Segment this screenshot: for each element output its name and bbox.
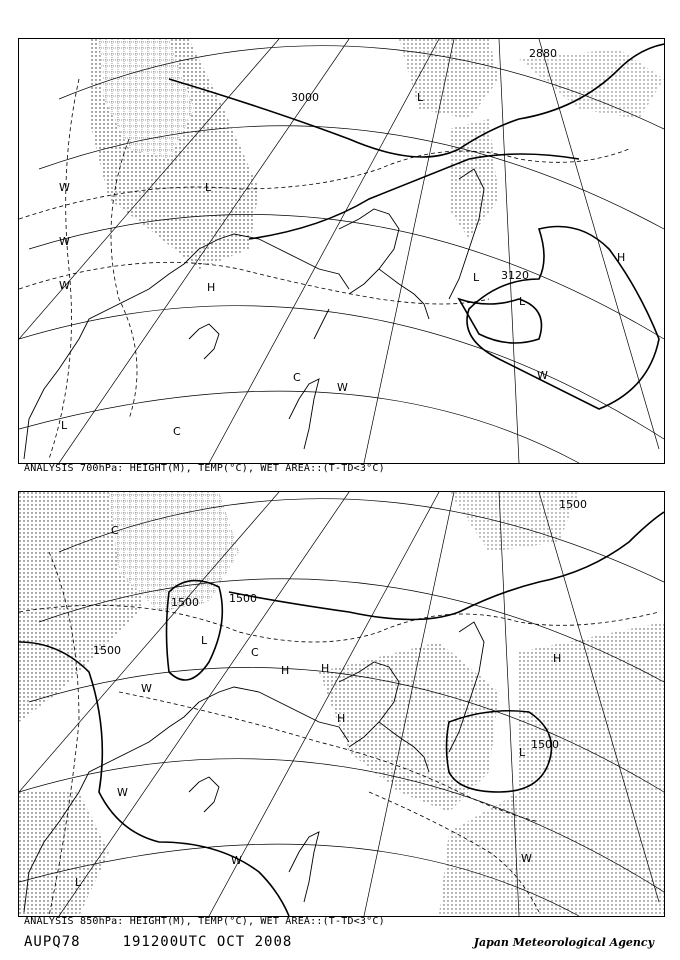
contour-label: 2880	[529, 47, 557, 60]
wet-area	[449, 119, 499, 239]
pressure-center: C	[173, 425, 181, 438]
wet-area	[319, 642, 499, 812]
pressure-center: L	[417, 91, 424, 104]
pressure-center: L	[473, 271, 480, 284]
contour-label: 3000	[291, 91, 319, 104]
pressure-center: W	[59, 235, 70, 248]
pressure-center: W	[59, 181, 70, 194]
agency-name: Japan Meteorological Agency	[473, 936, 654, 949]
pressure-center: C	[293, 371, 301, 384]
pressure-center: H	[321, 662, 330, 675]
contour-label: 1500	[229, 592, 257, 605]
pressure-center: H	[281, 664, 290, 677]
pressure-center: C	[251, 646, 259, 659]
contour-label: 3120	[501, 269, 529, 282]
pressure-center: W	[337, 381, 348, 394]
pressure-center: H	[553, 652, 562, 665]
chart-850hpa	[18, 491, 665, 917]
contour-label: 1500	[559, 498, 587, 511]
chart-700hpa-caption: ANALYSIS 700hPa: HEIGHT(M), TEMP(°C), WET AREA::(T-TD<3°C)	[24, 463, 385, 474]
pressure-center: W	[521, 852, 532, 865]
pressure-center: H	[617, 251, 626, 264]
chart-700hpa	[18, 38, 665, 464]
pressure-center: L	[519, 746, 526, 759]
pressure-center: W	[117, 786, 128, 799]
analysis-datetime: 191200UTC OCT 2008	[122, 934, 293, 950]
pressure-center: H	[337, 712, 346, 725]
pressure-center: L	[61, 419, 68, 432]
product-header	[24, 934, 334, 950]
wet-area	[399, 39, 499, 119]
chart-850hpa-map	[19, 492, 664, 916]
contour-label: 1500	[171, 596, 199, 609]
contour-label: 1500	[531, 738, 559, 751]
chart-850hpa-caption: ANALYSIS 850hPa: HEIGHT(M), TEMP(°C), WET AREA::(T-TD<3°C)	[24, 916, 385, 927]
contour-label: 1500	[93, 644, 121, 657]
pressure-center: L	[205, 181, 212, 194]
pressure-center: L	[519, 295, 526, 308]
pressure-center: W	[537, 369, 548, 382]
product-code: AUPQ78	[24, 934, 81, 950]
pressure-center: C	[111, 524, 119, 537]
pressure-center: W	[141, 682, 152, 695]
pressure-center: W	[59, 279, 70, 292]
chart-700hpa-map	[19, 39, 664, 463]
wet-area	[19, 792, 109, 916]
pressure-center: L	[75, 876, 82, 889]
pressure-center: H	[207, 281, 216, 294]
pressure-center: W	[231, 854, 242, 867]
pressure-center: L	[201, 634, 208, 647]
